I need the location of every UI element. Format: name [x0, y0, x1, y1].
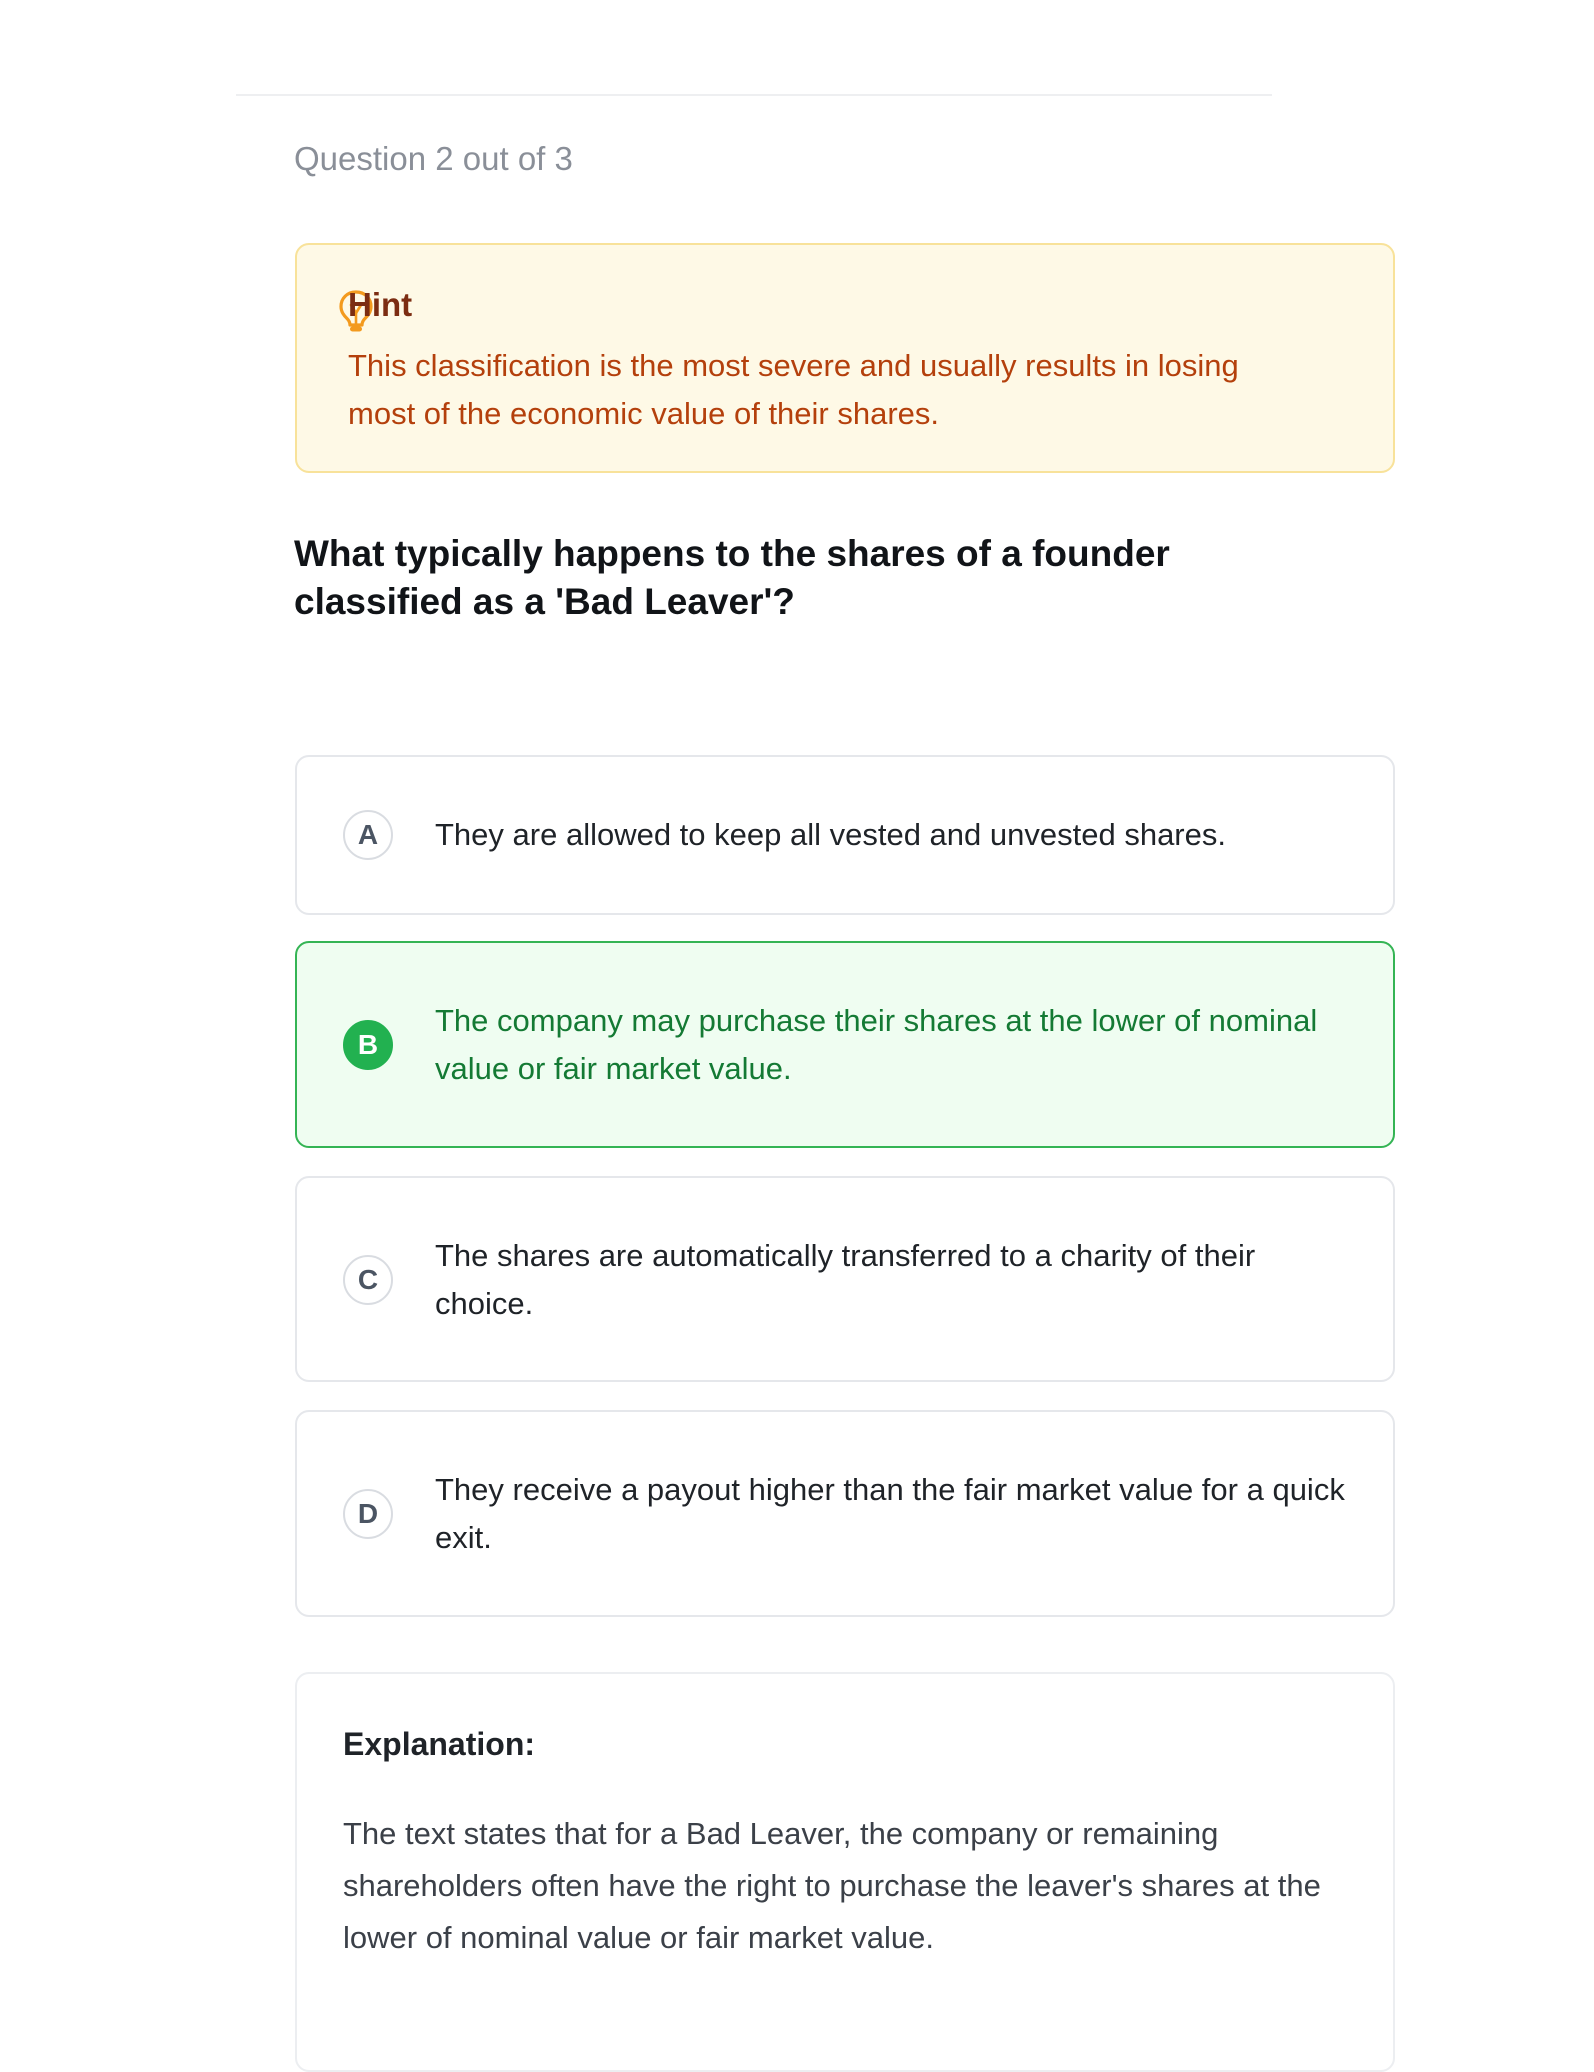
- option-letter-badge: B: [343, 1020, 393, 1070]
- option-text: They receive a payout higher than the fair market value for a quick exit.: [435, 1472, 1345, 1555]
- explanation-text: The text states that for a Bad Leaver, the company or remaining shareholders often have the right to purchase the leaver's shares at the lower of nominal value or fair market value.: [343, 1816, 1321, 1955]
- explanation-title: Explanation:: [343, 1726, 536, 1762]
- hint-title: Hint: [348, 286, 413, 323]
- option-text: The company may purchase their shares at the lower of nominal value or fair market value.: [435, 1003, 1318, 1086]
- question-progress: Question 2 out of 3: [294, 140, 573, 177]
- option-letter-badge: C: [343, 1255, 393, 1305]
- option-text: They are allowed to keep all vested and unvested shares.: [435, 817, 1226, 852]
- option-letter-badge: A: [343, 810, 393, 860]
- hint-text: This classification is the most severe and usually results in losing most of the economic value of their shares.: [348, 348, 1239, 431]
- option-text: The shares are automatically transferred to a charity of their choice.: [435, 1238, 1256, 1321]
- option-letter-badge: D: [343, 1489, 393, 1539]
- question-text: What typically happens to the shares of a founder classified as a 'Bad Leaver'?: [294, 533, 1170, 622]
